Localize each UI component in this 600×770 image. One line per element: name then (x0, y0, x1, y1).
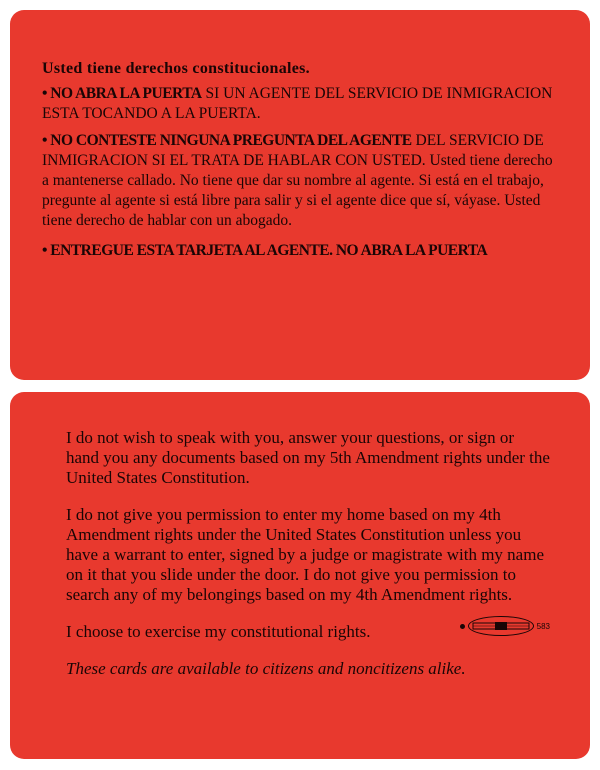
union-number: 583 (536, 621, 550, 631)
front-paragraph-door (42, 84, 562, 124)
front-paragraph-card (42, 241, 562, 261)
card-back-english (10, 392, 590, 759)
union-seal-graphic (471, 619, 531, 633)
back-paragraph-enter: I do not give you permission to enter my home based on my 4th Amendment rights under the United States Constitution unless you have a warrant to enter, signed by a judge or magistrate with my name on it that you slide under the door. I do not give you permission to search any of my belongings based on my 4th Amendment rights. (66, 505, 544, 604)
front-paragraph-door-bold: • NO ABRA LA PUERTA (42, 85, 202, 102)
back-paragraph-exercise: I choose to exercise my constitutional rights. (66, 622, 371, 641)
card-front-spanish (10, 10, 590, 380)
front-paragraph-card-bold: • ENTREGUE ESTA TARJETA AL AGENTE. NO ABRA LA PUERTA (42, 242, 488, 259)
front-paragraph-door-text: SI UN AGENTE DEL SERVICIO DE INMIGRACION ESTA TOCANDO A LA PUERTA. (42, 85, 553, 122)
front-paragraph-questions (42, 131, 562, 231)
front-paragraph-questions-text: DEL SERVICIO DE INMIGRACION SI EL TRATA DE HABLAR CON USTED. Usted tiene derecho a mantenerse callado. No tiene que dar su nombre al agente. Si está en el trabajo, pregunte al agente si está libre para salir y si el agente dice que sí, váyase. Usted tiene derecho de hablar con un abogado. (42, 132, 553, 229)
back-paragraph-speak: I do not wish to speak with you, answer your questions, or sign or hand you any documents based on my 5th Amendment rights under the United States Constitution. (66, 428, 550, 487)
back-rights-row (66, 622, 550, 642)
front-paragraph-questions-bold: • NO CONTESTE NINGUNA PREGUNTA DEL AGENTE (42, 132, 412, 149)
front-title: Usted tiene derechos constitucionales. (42, 60, 310, 77)
union-seal-icon (468, 616, 534, 636)
union-label-logo (460, 616, 550, 636)
back-paragraph-availability: These cards are available to citizens and noncitizens alike. (66, 659, 466, 678)
union-bullet-icon (460, 624, 465, 629)
